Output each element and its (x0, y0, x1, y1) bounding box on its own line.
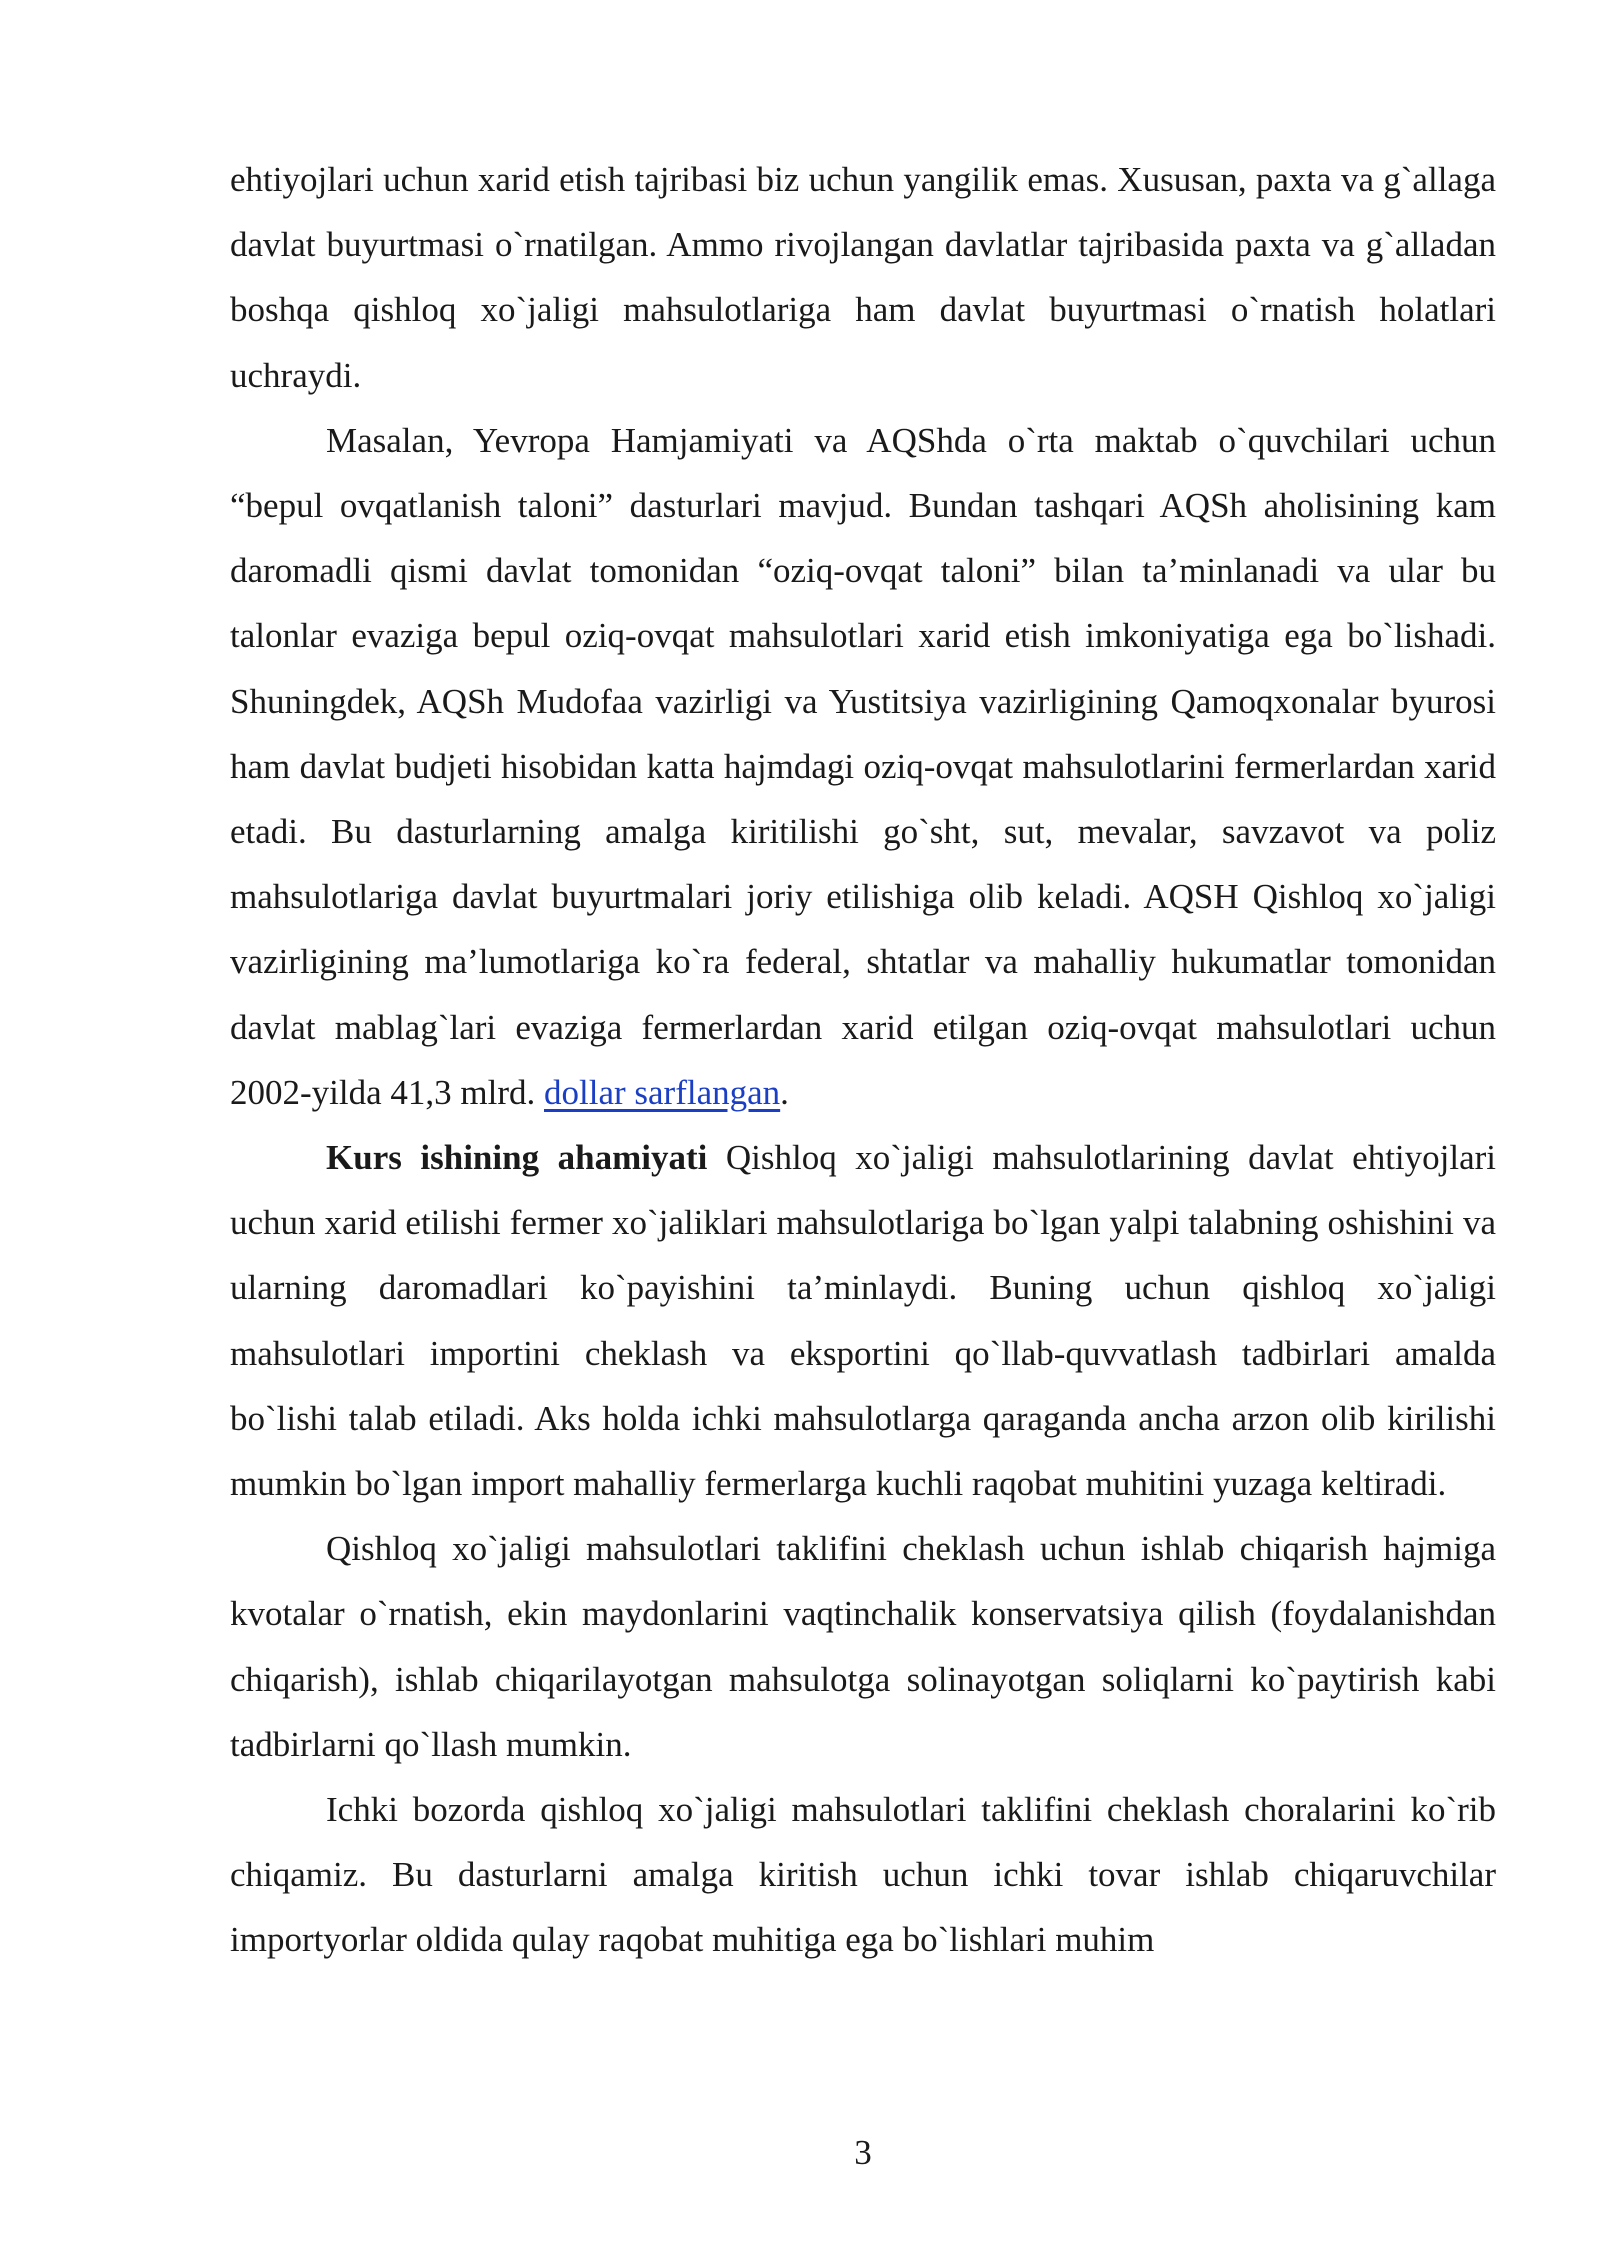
paragraph-text: Ichki bozorda qishloq xo`jaligi mahsulotlari taklifini cheklash choralarini ko`rib chiqamiz. Bu dasturlarni amalga kiritish uchun ichki tovar ishlab chiqaruvchilar importyorlar oldida qulay raqobat muhitiga ega bo`lishlari muhim (230, 1790, 1496, 1960)
section-heading-inline: Kurs ishining ahamiyati (326, 1138, 708, 1178)
paragraph-supply-limits (230, 1516, 1496, 1777)
paragraph-text: Qishloq xo`jaligi mahsulotlarining davlat ehtiyojlari uchun xarid etilishi fermer xo`jaliklari mahsulotlariga bo`lgan yalpi talabning oshishini va ularning daromadlari ko`payishini ta’minlaydi. Buning uchun qishloq xo`jaligi mahsulotlari importini cheklash va eksportini qo`llab-quvvatlash tadbirlari amalda bo`lishi talab etiladi. Aks holda ichki mahsulotlarga qaraganda ancha arzon olib kirilishi mumkin bo`lgan import mahalliy fermerlarga kuchli raqobat muhitini yuzaga keltiradi. (230, 1138, 1497, 1504)
paragraph-importance (230, 1125, 1496, 1516)
document-body (230, 147, 1496, 1973)
paragraph-text: ehtiyojlari uchun xarid etish tajribasi biz uchun yangilik emas. Xususan, paxta va g`allaga davlat buyurtmasi o`rnatilgan. Ammo rivojlangan davlatlar tajribasida paxta va g`alladan boshqa qishloq xo`jaligi mahsulotlariga ham davlat buyurtmasi o`rnatish holatlari uchraydi. (230, 160, 1496, 395)
paragraph-domestic-market (230, 1777, 1496, 1973)
paragraph-end-punctuation: . (780, 1072, 789, 1112)
page-number: 3 (854, 2133, 872, 2172)
dollar-sarflangan-link[interactable]: dollar sarflangan (544, 1072, 781, 1112)
paragraph-text: Masalan, Yevropa Hamjamiyati va AQShda o`rta maktab o`quvchilari uchun “bepul ovqatlanish taloni” dasturlari mavjud. Bundan tashqari AQSh aholisining kam daromadli qismi davlat tomonidan “oziq-ovqat taloni” bilan ta’minlanadi va ular bu talonlar evaziga bepul oziq-ovqat mahsulotlari xarid etish imkoniyatiga ega bo`lishadi. Shuningdek, AQSh Mudofaa vazirligi va Yustitsiya vazirligining Qamoqxonalar byurosi ham davlat budjeti hisobidan katta hajmdagi oziq-ovqat mahsulotlarini fermerlardan xarid etadi. Bu dasturlarning amalga kiritilishi go`sht, sut, mevalar, savzavot va poliz mahsulotlariga davlat buyurtmalari joriy etilishiga olib keladi. AQSH Qishloq xo`jaligi vazirligining ma’lumotlariga ko`ra federal, shtatlar va mahalliy hukumatlar tomonidan davlat mablag`lari evaziga fermerlardan xarid etilgan oziq-ovqat mahsulotlari uchun 2002-yilda 41,3 mlrd. (230, 420, 1496, 1112)
paragraph-text: Qishloq xo`jaligi mahsulotlari taklifini cheklash uchun ishlab chiqarish hajmiga kvotalar o`rnatish, ekin maydonlarini vaqtinchalik konservatsiya qilish (foydalanishdan chiqarish), ishlab chiqarilayotgan mahsulotga solinayotgan soliqlarni ko`paytirish kabi tadbirlarni qo`llash mumkin. (230, 1529, 1496, 1764)
paragraph-continuation (230, 147, 1496, 408)
paragraph-examples (230, 408, 1496, 1125)
